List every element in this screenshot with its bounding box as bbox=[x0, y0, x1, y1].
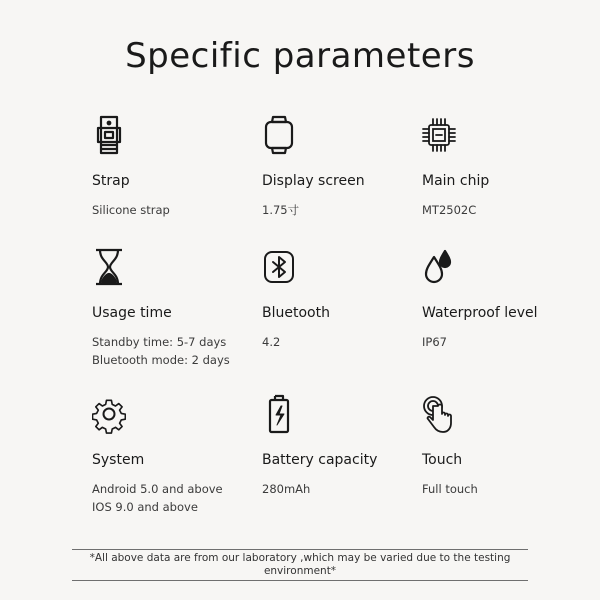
page-title: Specific parameters bbox=[125, 36, 475, 76]
spec-desc bbox=[262, 333, 422, 351]
spec-desc-line: 280mAh bbox=[262, 482, 311, 496]
spec-bluetooth bbox=[262, 247, 422, 394]
water-drops-icon bbox=[422, 247, 456, 287]
spec-desc bbox=[422, 333, 572, 351]
spec-touch bbox=[422, 394, 572, 534]
spec-strap bbox=[92, 115, 262, 247]
spec-desc-line: Full touch bbox=[422, 482, 478, 496]
spec-usage-time bbox=[92, 247, 262, 394]
spec-label: Strap bbox=[92, 173, 130, 189]
spec-desc-line: Bluetooth mode: 2 days bbox=[92, 353, 230, 367]
spec-system bbox=[92, 394, 262, 534]
spec-waterproof bbox=[422, 247, 572, 394]
footer-top-rule bbox=[72, 549, 528, 550]
spec-label: Waterproof level bbox=[422, 305, 538, 321]
strap-icon bbox=[92, 115, 126, 155]
spec-label: System bbox=[92, 452, 145, 468]
spec-desc bbox=[92, 480, 262, 516]
spec-desc-line: Android 5.0 and above bbox=[92, 482, 223, 496]
spec-battery bbox=[262, 394, 422, 534]
spec-desc bbox=[422, 480, 572, 498]
spec-label: Main chip bbox=[422, 173, 490, 189]
spec-label: Touch bbox=[422, 452, 463, 468]
spec-desc-line: IP67 bbox=[422, 335, 447, 349]
touch-icon bbox=[422, 394, 456, 434]
spec-desc-line: Silicone strap bbox=[92, 203, 170, 217]
battery-icon bbox=[262, 394, 296, 434]
spec-label: Display screen bbox=[262, 173, 365, 189]
spec-display bbox=[262, 115, 422, 247]
spec-desc-line: 4.2 bbox=[262, 335, 281, 349]
spec-desc bbox=[92, 333, 262, 369]
footer-bottom-rule bbox=[72, 580, 528, 581]
footer-line: *All above data are from our laboratory ,which may be varied due to the testing bbox=[89, 552, 511, 564]
spec-label: Bluetooth bbox=[262, 305, 330, 321]
chip-icon bbox=[422, 115, 456, 155]
spec-desc bbox=[262, 480, 422, 498]
spec-desc-line: MT2502C bbox=[422, 203, 477, 217]
spec-grid bbox=[92, 115, 572, 534]
spec-desc bbox=[92, 201, 262, 219]
gear-icon bbox=[92, 394, 126, 434]
spec-label: Battery capacity bbox=[262, 452, 378, 468]
spec-desc-line: 1.75寸 bbox=[262, 203, 300, 217]
spec-desc bbox=[422, 201, 572, 219]
hourglass-icon bbox=[92, 247, 126, 287]
spec-chip bbox=[422, 115, 572, 247]
spec-desc-line: Standby time: 5-7 days bbox=[92, 335, 227, 349]
footer-line: environment* bbox=[263, 565, 337, 577]
footer-note bbox=[72, 552, 528, 578]
spec-label: Usage time bbox=[92, 305, 172, 321]
display-screen-icon bbox=[262, 115, 296, 155]
bluetooth-icon bbox=[262, 247, 296, 287]
spec-desc bbox=[262, 201, 422, 219]
spec-desc-line: IOS 9.0 and above bbox=[92, 500, 198, 514]
